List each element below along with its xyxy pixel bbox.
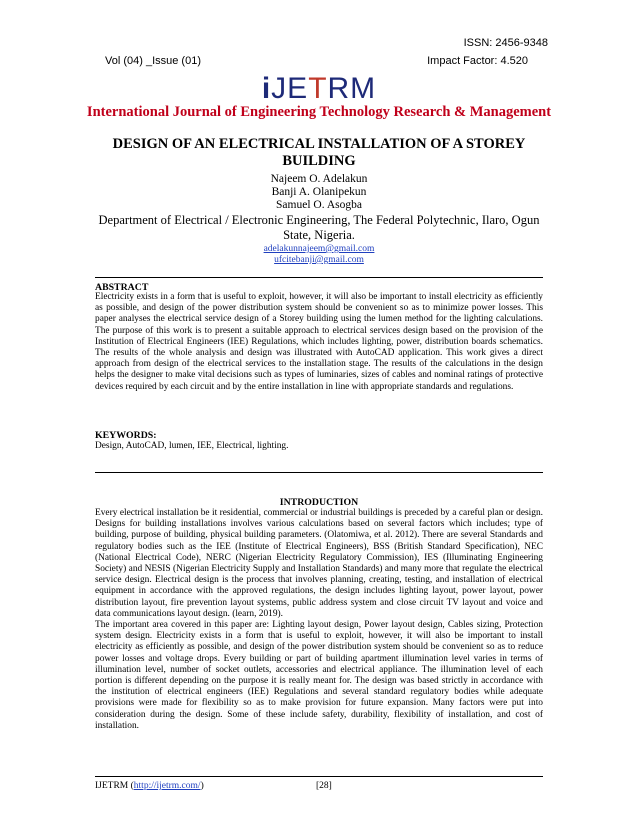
volume-issue-label: Vol (04) _Issue (01) <box>105 55 201 67</box>
footer-paren: ) <box>200 781 204 791</box>
abstract-heading: ABSTRACT <box>95 282 149 293</box>
email-link[interactable]: adelakunnajeem@gmail.com <box>263 244 375 254</box>
author-affiliation: Department of Electrical / Electronic Engineering, The Federal Polytechnic, Ilaro, Ogun State, Nigeria. <box>98 213 540 242</box>
introduction-heading: INTRODUCTION <box>279 497 359 508</box>
introduction-body <box>95 508 543 732</box>
email-list <box>0 244 638 266</box>
footer-divider <box>95 776 543 777</box>
logo-letter-t: T <box>308 72 328 105</box>
author-name: Banji A. Olanipekun <box>271 186 367 198</box>
divider-line <box>95 277 543 278</box>
email-link[interactable]: ufcitebanji@gmail.com <box>274 255 364 265</box>
footer-journal-name: IJETRM ( <box>95 781 134 791</box>
keywords-text: Design, AutoCAD, lumen, IEE, Electrical, lighting. <box>95 441 289 451</box>
logo-letters-rm: RM <box>327 72 377 105</box>
footer-website-link[interactable]: http://ijetrm.com/ <box>133 781 201 791</box>
author-list <box>0 173 638 212</box>
keywords-heading: KEYWORDS: <box>95 430 157 441</box>
logo-letters-je: JE <box>271 72 309 105</box>
introduction-paragraph: The important area covered in this paper are: Lighting layout design, Power layout design, Cables sizing, Protection system design. Electricity exists in a form that is useful to exploit, however, it will also be important to install electricity as efficiently as possible, and design of the power distribution system should be convenient so as to reduce power losses and voltage drops. Every building or part of building apartment illumination level varies in terms of illumination level, number of socket outlets, accessories and electrical appliance. The illumination level of each portion is different depending on the purpose it is really meant for. The design was based strictly in accordance with the institution of electrical engineers (IEE) Regulations and several standard regulatory bodies while adequate provisions were made for flexibility so as to make provision for future expansion. Many factors were put into consideration during the design. Some of these include safety, durability, flexibility of installation, and cost of installation. <box>95 620 543 731</box>
author-name: Najeem O. Adelakun <box>270 173 368 185</box>
page-number: [28] <box>316 781 332 791</box>
author-name: Samuel O. Asogba <box>276 199 362 211</box>
journal-name: International Journal of Engineering Technology Research & Management <box>86 104 552 120</box>
impact-factor-label: Impact Factor: 4.520 <box>427 55 528 67</box>
journal-logo <box>0 74 638 104</box>
logo-letter-i: i <box>261 72 272 105</box>
abstract-text: Electricity exists in a form that is useful to exploit, however, it will also be important to install electricity as efficiently as possible, and design of the power distribution system should be convenient so as to minimize power losses. This paper analyses the electrical service design of a Storey building using the lumen method for the lighting calculations. The purpose of this work is to present a suitable approach to electrical services design based on the provision of the Institution of Electrical Engineers (IEE) Regulations, which includes lighting, power, distribution boards schematics. The results of the whole analysis and design was illustrated with AutoCAD application. This work gives a direct approach from design of the electrical services to the installation stage. The results of the calculations in the design helps the designer to make vital decisions such as types of luminaries, sizes of cables and nominal ratings of protective devices required by each circuit and by the entire installation in line with appropriate standards and regulations. <box>95 292 543 392</box>
divider-line <box>95 472 543 473</box>
introduction-paragraph: Every electrical installation be it residential, commercial or industrial buildings is preceded by a careful plan or design. Designs for building installations involves various calculations based on several factors which includes; type of building, purpose of building, physical building parameters. (Olatomiwa, et al. 2012). There are several Standards and regulatory bodies such as the IEE (Institute of Electrical Engineers), BSS (British Standard Specification), NEC (National Electrical Code), NERC (Nigerian Electricity Regulatory Commission), IES (Illuminating Engineering Society) and NESIS (Nigerian Electricity Supply and Installation Standards) and many more that regulate the electrical service design. Electrical design is the process that involves planning, creating, testing, and installation of electrical equipment in accordance with the approved regulations, the design includes lighting layout, power layout, power distribution layout, fire prevention layout systems, public address system and close circuit TV layout and voice and data communications layout design. (learn, 2019). <box>95 508 543 619</box>
issn-label: ISSN: 2456-9348 <box>463 37 548 49</box>
footer-journal <box>95 781 204 791</box>
paper-title: DESIGN OF AN ELECTRICAL INSTALLATION OF A STOREY BUILDING <box>112 136 526 169</box>
